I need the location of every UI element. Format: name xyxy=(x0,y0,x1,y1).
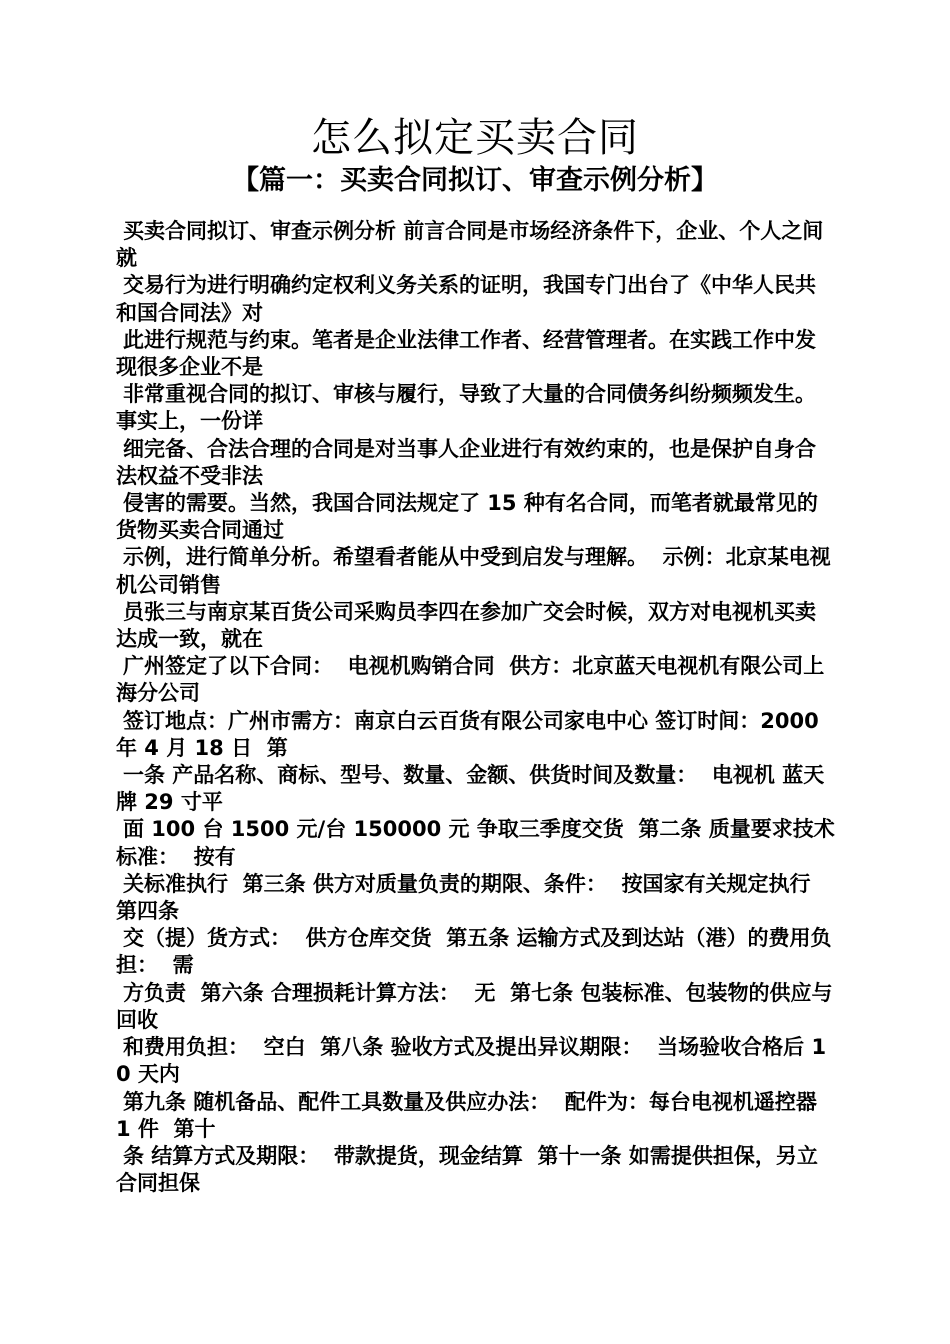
body-paragraph: 非常重视合同的拟订、审核与履行，导致了大量的合同债务纠纷频频发生。事实上，一份详 xyxy=(116,382,816,434)
body-paragraph: 侵害的需要。当然，我国合同法规定了 15 种有名合同，而笔者就最常见的货物买卖合同通过 xyxy=(116,491,818,543)
body-paragraph: 广州签定了以下合同： 电视机购销合同 供方：北京蓝天电视机有限公司上海分公司 xyxy=(116,654,825,706)
document-subtitle: 【篇一：买卖合同拟订、审查示例分析】 xyxy=(232,165,718,196)
body-paragraph: 第九条 随机备品、配件工具数量及供应办法： 配件为：每台电视机遥控器 1 件 第十 xyxy=(116,1089,825,1141)
body-paragraph: 方负责 第六条 合理损耗计算方法： 无 第七条 包装标准、包装物的供应与回收 xyxy=(116,980,833,1032)
body-paragraph: 细完备、合法合理的合同是对当事人企业进行有效约束的，也是保护自身合法权益不受非法 xyxy=(116,436,816,488)
body-paragraph: 买卖合同拟订、审查示例分析 前言合同是市场经济条件下，企业、个人之间就 xyxy=(116,219,824,271)
body-paragraph: 和费用负担： 空白 第八条 验收方式及提出异议期限： 当场验收合格后 10 天内 xyxy=(116,1035,827,1087)
body-paragraph: 交（提）货方式： 供方仓库交货 第五条 运输方式及到达站（港）的费用负担： 需 xyxy=(116,926,832,978)
body-paragraph: 一条 产品名称、商标、型号、数量、金额、供货时间及数量： 电视机 蓝天牌 29 寸平 xyxy=(116,763,825,815)
body-paragraph: 关标准执行 第三条 供方对质量负责的期限、条件： 按国家有关规定执行 第四条 xyxy=(116,871,826,924)
body-paragraph: 员张三与南京某百货公司采购员李四在参加广交会时候，双方对电视机买卖达成一致，就在 xyxy=(116,599,816,652)
document-title: 怎么拟定买卖合同 xyxy=(311,115,639,161)
body-paragraph: 条 结算方式及期限： 带款提货，现金结算 第十一条 如需提供担保，另立合同担保 xyxy=(116,1143,818,1196)
body-paragraph: 交易行为进行明确约定权利义务关系的证明，我国专门出台了《中华人民共和国合同法》对 xyxy=(116,273,816,325)
body-paragraph: 面 100 台 1500 元/台 150000 元 争取三季度交货 第二条 质量要求技术标准： 按有 xyxy=(116,817,835,869)
document-body xyxy=(116,218,836,1197)
body-paragraph: 签订地点：广州市需方：南京白云百货有限公司家电中心 签订时间：2000 年 4 月 18 日 第 xyxy=(116,708,827,760)
body-paragraph: 此进行规范与约束。笔者是企业法律工作者、经营管理者。在实践工作中发现很多企业不是 xyxy=(116,327,816,380)
body-paragraph: 示例，进行简单分析。希望看者能从中受到启发与理解。 示例：北京某电视机公司销售 xyxy=(116,545,831,597)
